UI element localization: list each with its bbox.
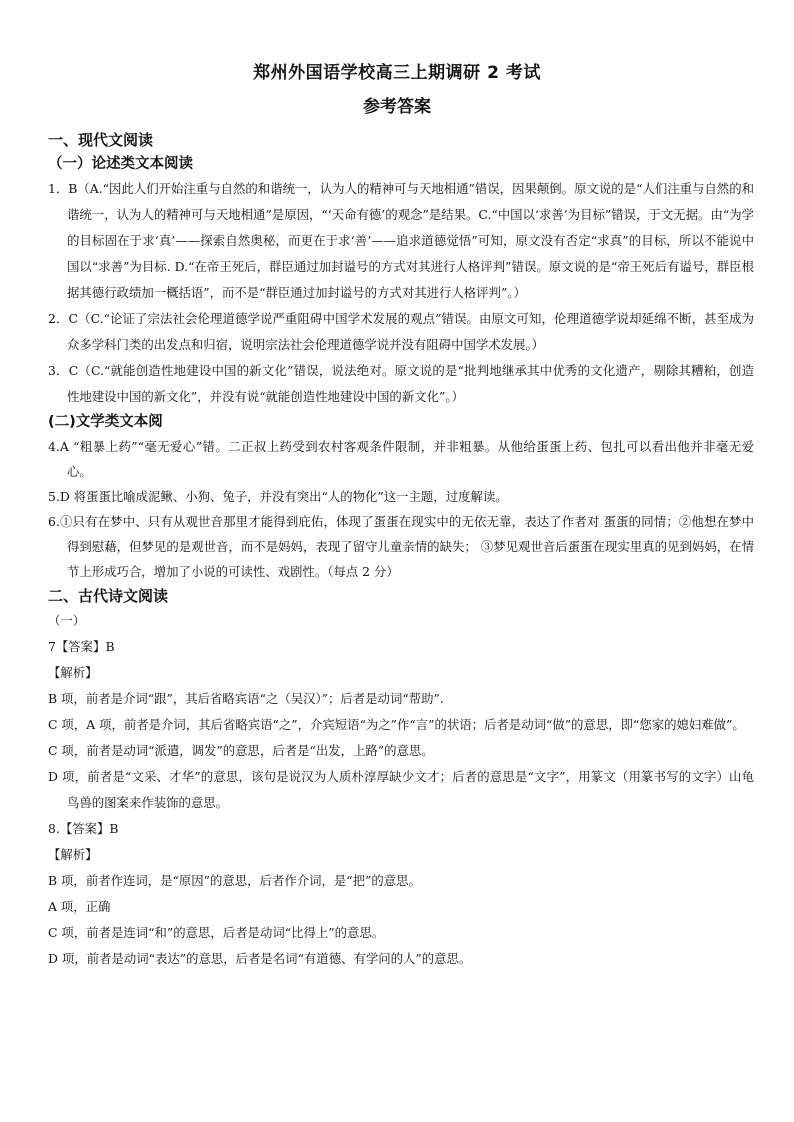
answer-q8: 8.【答案】B bbox=[48, 821, 119, 836]
analysis-q8-a: A 项，正确 bbox=[48, 899, 111, 914]
answer-q6: 6.①只有在梦中、只有从观世音那里才能得到庇佑，体现了蛋蛋在现实中的无依无靠，表达了作者对 蛋蛋的同情；②他想在梦中得到慰藉，但梦见的是观世音，而不是妈妈，表现了留守儿童亲情的缺失； ③梦见观世音后蛋蛋在现实里真的见到妈妈，在情节上形成巧合，增加了小说的可读性、戏剧性。（每点 2 分） bbox=[48, 514, 754, 579]
document-title: 郑州外国语学校高三上期调研 2 考试 bbox=[253, 63, 541, 83]
analysis-label-q8: 【解析】 bbox=[48, 847, 98, 862]
analysis-label-q7: 【解析】 bbox=[48, 665, 98, 680]
answer-q2: 2．C（C.“论证了宗法社会伦理道德学说严重阻碍中国学术发展的观点”错误。由原文可知，伦理道德学说却延绵不断，甚至成为众多学科门类的出发点和归宿，说明宗法社会伦理道德学说并没有阻碍中国学术发展。） bbox=[48, 311, 754, 352]
analysis-q8-d: D 项，前者是动词“表达”的意思，后者是名词“有道德、有学问的人”的意思。 bbox=[48, 951, 472, 966]
answer-q1: 1．B（A.“因此人们开始注重与自然的和谐统一，认为人的精神可与天地相通”错误，因果颠倒。原文说的是“人们注重与自然的和谐统一，认为人的精神可与天地相通”是原因，“‘天命有德’的观念”是结果。C.“中国以‘求善’为目标”错误，于文无据。由“为学的目标固在于求‘真’——探索自然奥秘，而更在于求‘善’——追求道德觉悟”可知，原文没有否定“求真”的目标，所以不能说中国以“求善”为目标. D.“在帝王死后，群臣通过加封谥号的方式对其进行人格评判”错误。原文说的是“帝王死后有谥号，群臣根据其德行政绩加一概括语”，而不是“群臣通过加封谥号的方式对其进行人格评判”。） bbox=[48, 181, 754, 300]
section-classical-part-one: （一） bbox=[48, 613, 86, 628]
analysis-q7-c1: C 项，A 项，前者是介词，其后省略宾语“之”，介宾短语“为之”作“言”的状语；后者是动词“做”的意思，即“您家的媳妇难做”。 bbox=[48, 717, 745, 732]
section-literary-title: (二)文学类文本阅 bbox=[48, 414, 163, 430]
answer-content bbox=[48, 128, 754, 972]
analysis-q7-c2: C 项，前者是动词“派遣，调发”的意思，后者是“出发，上路”的意思。 bbox=[48, 743, 434, 758]
answer-q4: 4.A “粗暴上药”“毫无爱心”错。二正叔上药受到农村客观条件限制，并非粗暴。从他给蛋蛋上药、包扎可以看出他并非毫无爱心。 bbox=[48, 439, 754, 479]
analysis-q7-b: B 项，前者是介词“跟”，其后省略宾语“之（吴汉）”；后者是动词“帮助”. bbox=[48, 691, 444, 706]
section-modern-reading-title: 一、现代文阅读 bbox=[48, 131, 154, 149]
section-classical-reading-title: 二、古代诗文阅读 bbox=[48, 587, 169, 605]
answer-q7: 7【答案】B bbox=[48, 639, 115, 654]
section-argumentative-title: （一）论述类文本阅读 bbox=[48, 156, 193, 172]
answer-q3: 3．C（C.“就能创造性地建设中国的新文化”错误，说法绝对。原文说的是“批判地继承其中优秀的文化遗产，剔除其糟粕，创造性地建设中国的新文化”，并没有说“就能创造性地建设中国的新文化”。） bbox=[48, 363, 754, 404]
document-subtitle: 参考答案 bbox=[363, 97, 431, 117]
analysis-q7-d: D 项，前者是“文采、才华”的意思，该句是说汉为人质朴淳厚缺少文才；后者的意思是“文字”，用篆文（用篆书写的文字）山龟鸟兽的图案来作装饰的意思。 bbox=[48, 769, 754, 810]
analysis-q8-c: C 项，前者是连词“和”的意思，后者是动词“比得上”的意思。 bbox=[48, 925, 385, 940]
analysis-q8-b: B 项，前者作连词，是“原因”的意思，后者作介词，是“把”的意思。 bbox=[48, 873, 421, 888]
answer-q5: 5.D 将蛋蛋比喻成泥鳅、小狗、兔子，并没有突出“人的物化”这一主题，过度解读。 bbox=[48, 489, 508, 504]
